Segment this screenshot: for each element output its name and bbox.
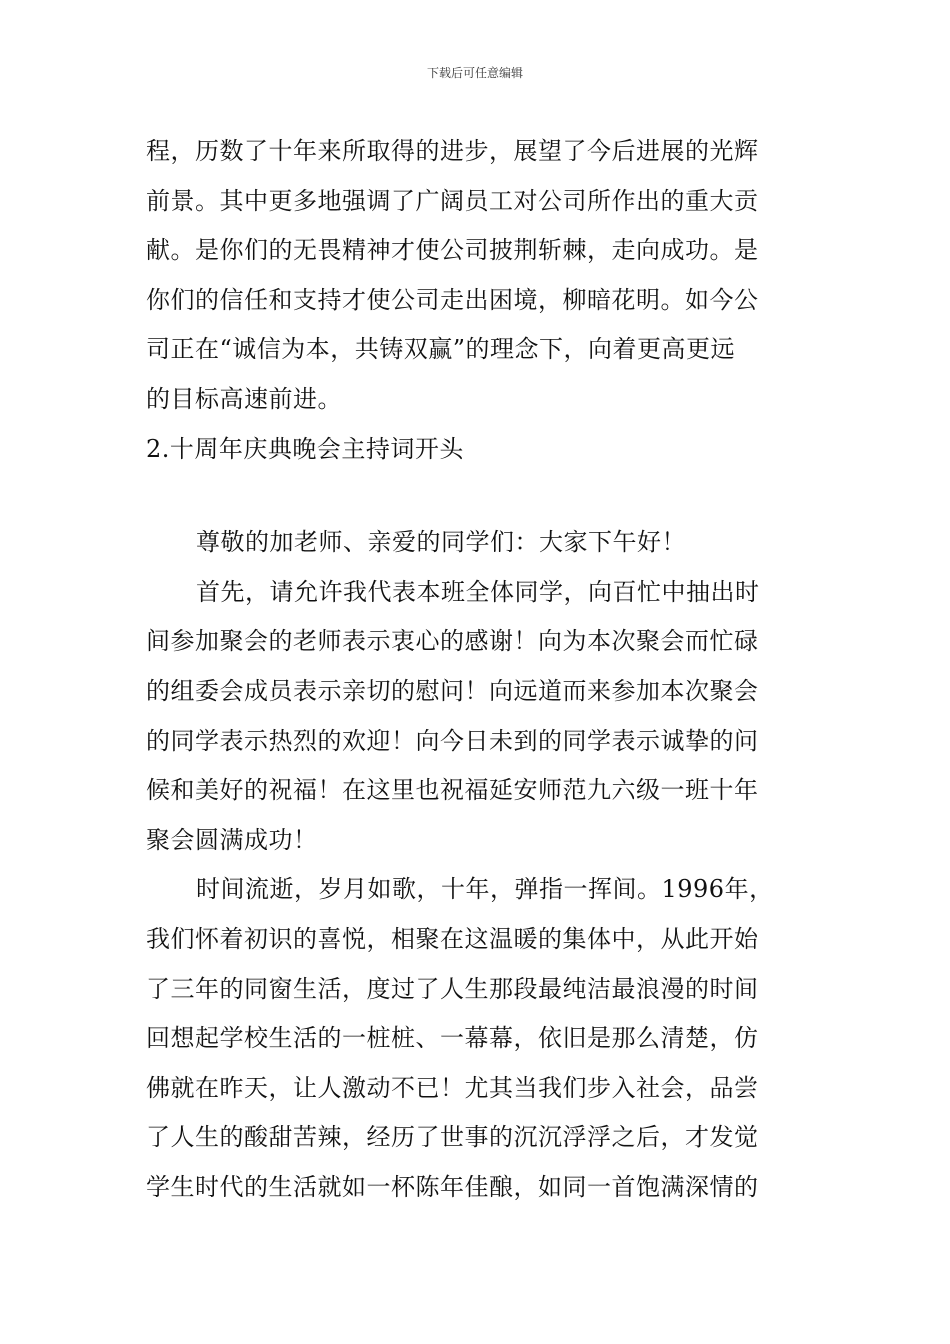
text-line: 候和美好的祝福！在这里也祝福延安师范九六级一班十年: [146, 776, 759, 805]
text-line: 佛就在昨天，让人激动不已！尤其当我们步入社会，品尝: [146, 1073, 759, 1102]
text-line: 的同学表示热烈的欢迎！向今日未到的同学表示诚挚的问: [146, 726, 759, 755]
blank-line: [146, 474, 811, 518]
page-header: 下载后可任意编辑: [426, 66, 523, 80]
text-line: 的组委会成员表示亲切的慰问！向远道而来参加本次聚会: [146, 676, 759, 705]
text-line: 献。是你们的无畏精神才使公司披荆斩棘，走向成功。是: [146, 236, 759, 265]
document-body: [146, 127, 811, 1212]
text-line: 学生时代的生活就如一杯陈年佳酿，如同一首饱满深情的: [146, 1172, 759, 1201]
section-heading: 2.十周年庆典晚会主持词开头: [146, 434, 464, 463]
text-line: 了人生的酸甜苦辣，经历了世事的沉沉浮浮之后，才发觉: [146, 1123, 759, 1152]
text-line: 时间流逝，岁月如歌，十年，弹指一挥间。1996年，: [196, 875, 774, 904]
text-line: 前景。其中更多地强调了广阔员工对公司所作出的重大贡: [146, 186, 759, 215]
text-line: 回想起学校生活的一桩桩、一幕幕，依旧是那么清楚，仿: [146, 1024, 759, 1053]
text-line: 程，历数了十年来所取得的进步，展望了今后进展的光辉: [146, 137, 759, 165]
text-line: 了三年的同窗生活，度过了人生那段最纯洁最浪漫的时间: [146, 974, 759, 1003]
greeting-line: 尊敬的加老师、亲爱的同学们：大家下午好！: [196, 528, 686, 557]
text-line: 聚会圆满成功！: [146, 825, 318, 854]
text-line: 司正在“诚信为本，共铸双赢”的理念下，向着更高更远: [146, 335, 736, 364]
text-line: 的目标高速前进。: [146, 384, 342, 413]
text-line: 你们的信任和支持才使公司走出困境，柳暗花明。如今公: [146, 285, 759, 314]
text-line: 间参加聚会的老师表示衷心的感谢！向为本次聚会而忙碌: [146, 627, 759, 656]
text-line: 我们怀着初识的喜悦，相聚在这温暖的集体中，从此开始: [146, 924, 759, 953]
text-line: 首先，请允许我代表本班全体同学，向百忙中抽出时: [196, 577, 760, 606]
